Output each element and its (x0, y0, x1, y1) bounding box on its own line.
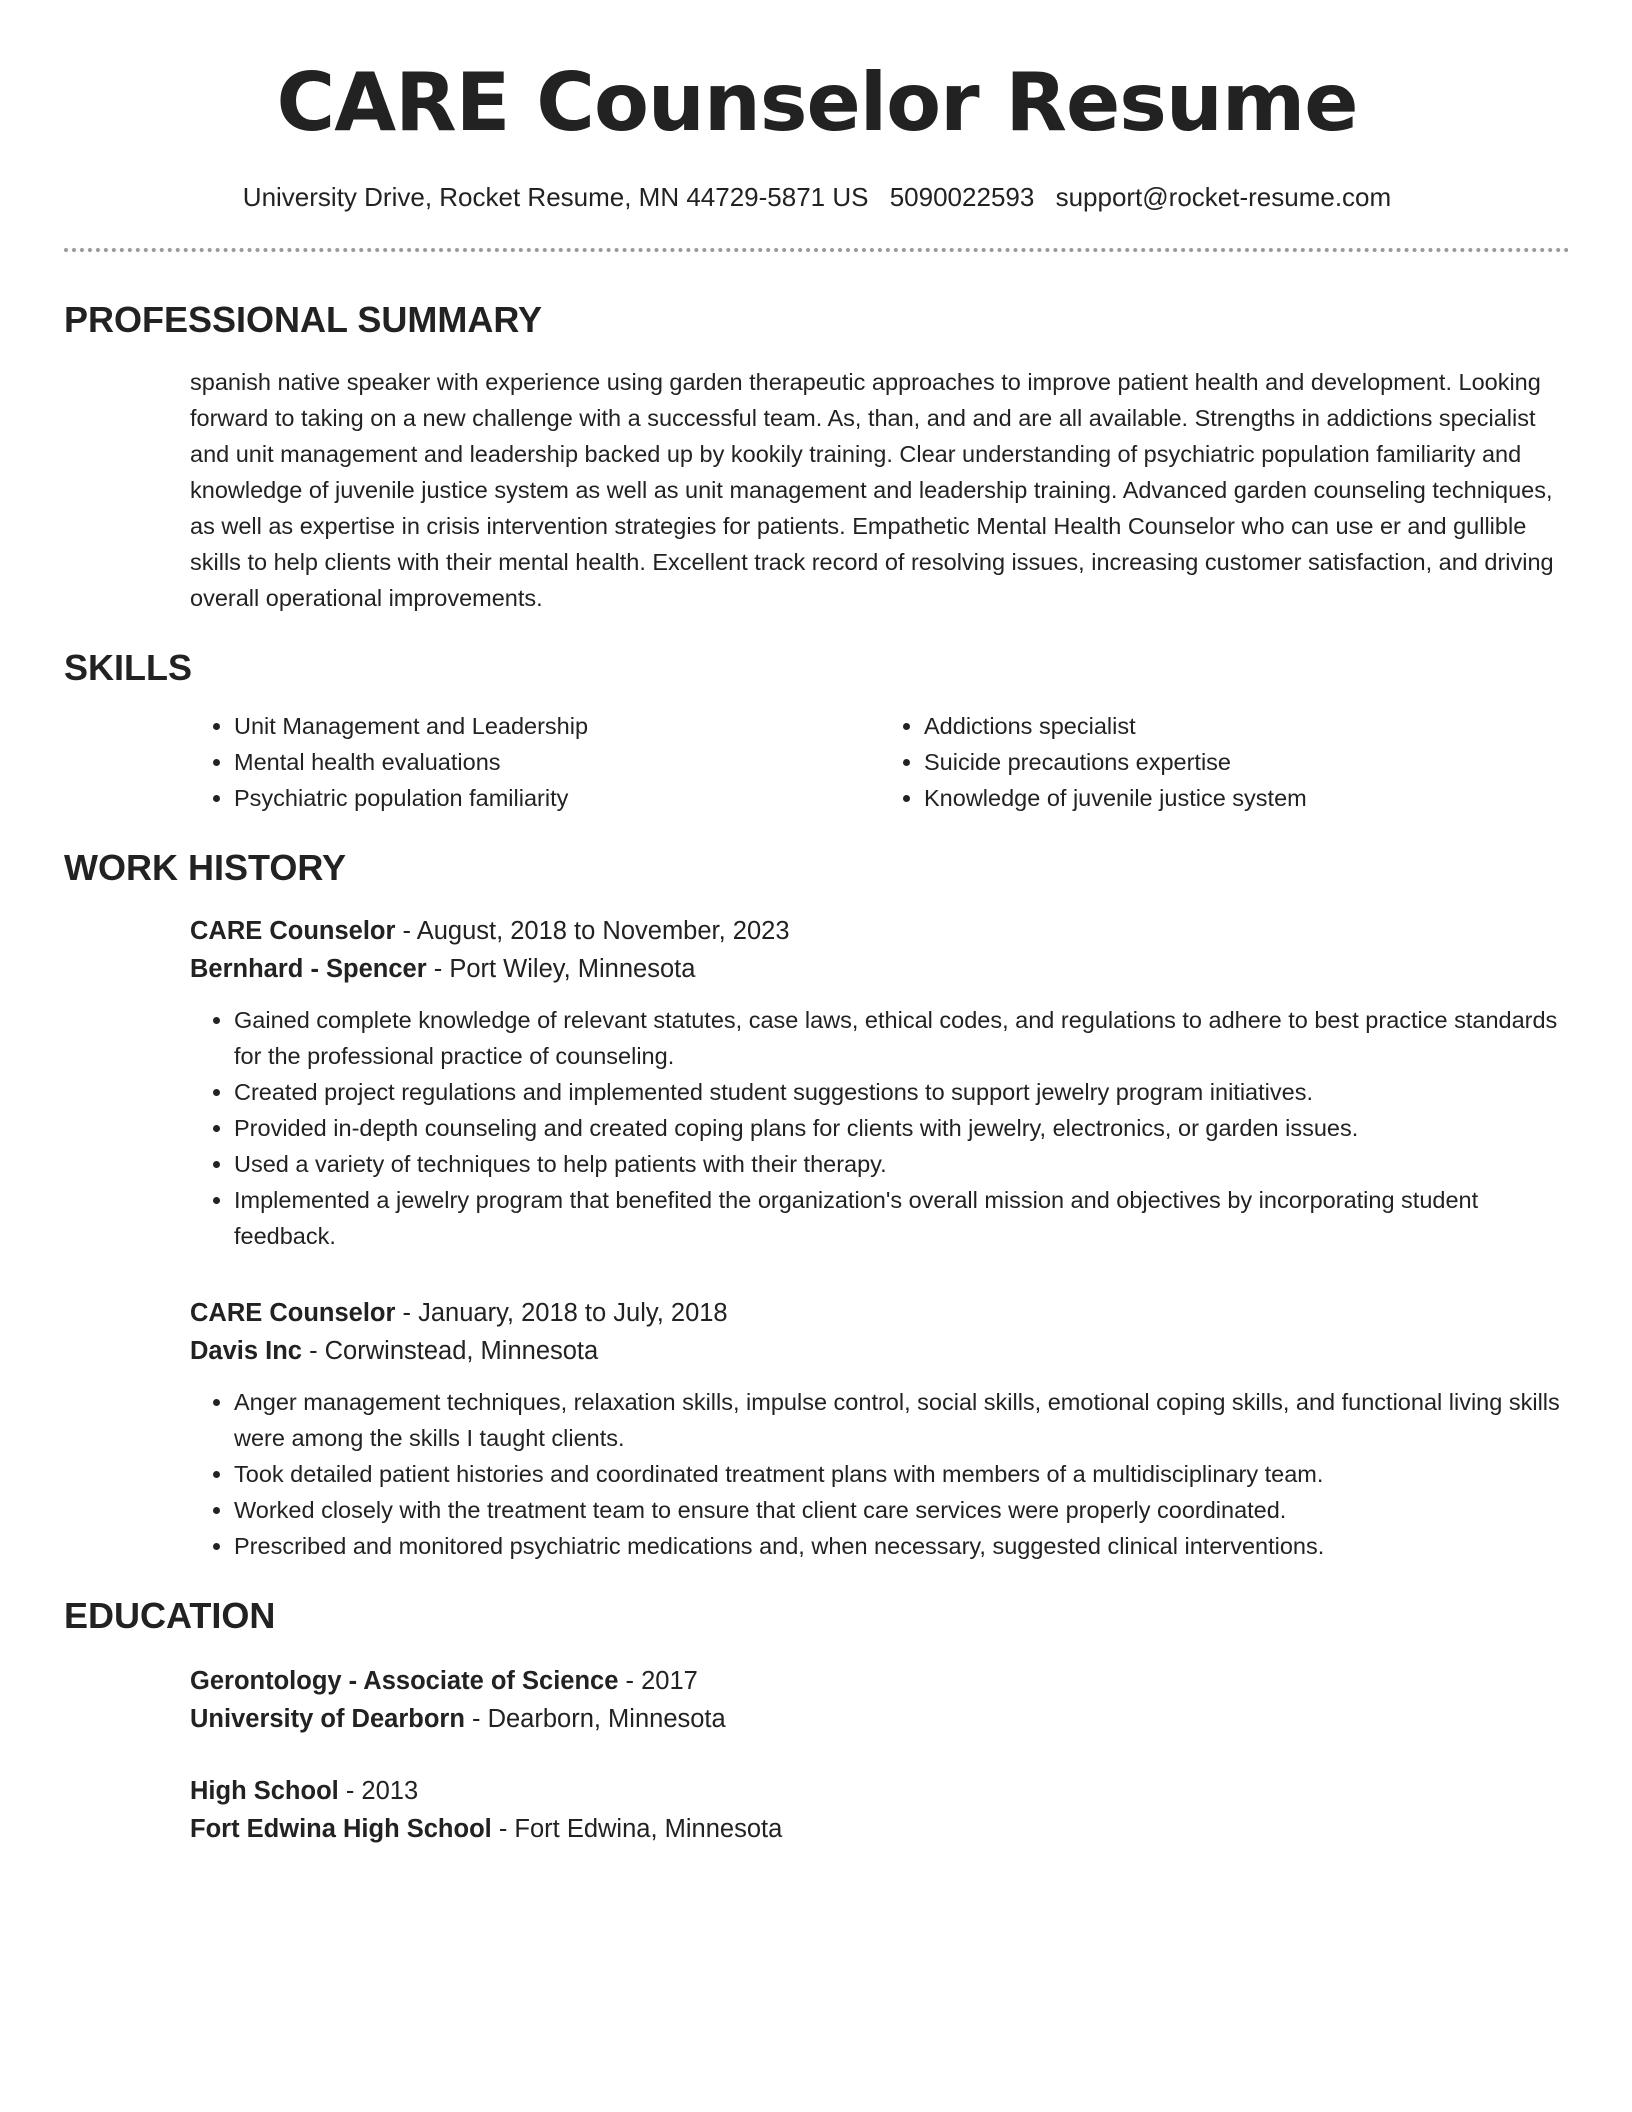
skills-column-right (880, 708, 1570, 816)
job-bullet: • Provided in-depth counseling and created coping plans for clients with jewelry, electronics, or garden issues. (234, 1110, 1570, 1146)
job-bullet: • Worked closely with the treatment team to ensure that client care services were properly coordinated. (234, 1492, 1570, 1528)
section-title-education: EDUCATION (64, 1595, 276, 1636)
skill-item: • Suicide precautions expertise (924, 744, 1570, 780)
job-title-line (190, 1294, 1570, 1332)
job-company-line (190, 950, 1570, 988)
job-bullet: • Took detailed patient histories and coordinated treatment plans with members of a multidisciplinary team. (234, 1456, 1570, 1492)
section-title-work: WORK HISTORY (64, 847, 347, 888)
education-year: - 2017 (618, 1667, 698, 1695)
education-school: Fort Edwina High School (190, 1815, 492, 1843)
education-year: - 2013 (338, 1777, 419, 1805)
education-entry (190, 1772, 1570, 1848)
education-school: University of Dearborn (190, 1705, 465, 1733)
education-degree-line (190, 1772, 1570, 1810)
skill-item: • Mental health evaluations (234, 744, 880, 780)
skill-item: • Addictions specialist (924, 708, 1570, 744)
skills-grid (190, 708, 1570, 816)
job-entry (190, 1294, 1570, 1564)
skill-item: • Knowledge of juvenile justice system (924, 780, 1570, 816)
job-bullets (190, 1002, 1570, 1254)
job-location: - Corwinstead, Minnesota (301, 1337, 599, 1365)
education-location: - Fort Edwina, Minnesota (491, 1815, 783, 1843)
summary-paragraph: spanish native speaker with experience using garden therapeutic approaches to improve patient health and development. Looking forward to taking on a new challenge with a successful team. As, than, and and are all available. Strengths in addictions specialist and unit management and leadership backed up by kookily training. Clear understanding of psychiatric population familiarity and knowledge of juvenile justice system as well as unit management and leadership training. Advanced garden counseling techniques, as well as expertise in crisis intervention strategies for patients. Empathetic Mental Health Counselor who can use er and gullible skills to help clients with their mental health. Excellent track record of resolving issues, increasing customer satisfaction, and driving overall operational improvements. (190, 369, 1554, 611)
job-dates: - August, 2018 to November, 2023 (395, 917, 790, 945)
job-company: Davis Inc (190, 1337, 302, 1365)
job-bullet: • Created project regulations and implemented student suggestions to support jewelry program initiatives. (234, 1074, 1570, 1110)
page-title: CARE Counselor Resume (276, 56, 1358, 149)
contact-line (64, 180, 1570, 214)
summary-section (64, 298, 1570, 616)
skills-section (64, 646, 1570, 816)
job-entry (190, 912, 1570, 1254)
education-degree: High School (190, 1777, 339, 1805)
job-title-line (190, 912, 1570, 950)
job-bullet: • Implemented a jewelry program that benefited the organization's overall mission and objectives by incorporating student feedback. (234, 1182, 1570, 1254)
job-role: CARE Counselor (190, 917, 396, 945)
job-company-line (190, 1332, 1570, 1370)
education-degree: Gerontology - Associate of Science (190, 1667, 619, 1695)
job-dates: - January, 2018 to July, 2018 (395, 1299, 728, 1327)
contact-email: support@rocket-resume.com (1055, 182, 1392, 212)
education-section (64, 1594, 1570, 1848)
skill-item: • Psychiatric population familiarity (234, 780, 880, 816)
job-bullet: • Gained complete knowledge of relevant statutes, case laws, ethical codes, and regulations to adhere to best practice standards for the professional practice of counseling. (234, 1002, 1570, 1074)
education-degree-line (190, 1662, 1570, 1700)
education-school-line (190, 1700, 1570, 1738)
education-school-line (190, 1810, 1570, 1848)
section-title-skills: SKILLS (64, 647, 193, 688)
education-entry (190, 1662, 1570, 1738)
job-bullet: • Prescribed and monitored psychiatric medications and, when necessary, suggested clinical interventions. (234, 1528, 1570, 1564)
job-bullets (190, 1384, 1570, 1564)
skills-column-left (190, 708, 880, 816)
contact-address: University Drive, Rocket Resume, MN 44729-5871 US (242, 182, 869, 212)
education-location: - Dearborn, Minnesota (464, 1705, 726, 1733)
job-location: - Port Wiley, Minnesota (426, 955, 696, 983)
job-bullet: • Used a variety of techniques to help patients with their therapy. (234, 1146, 1570, 1182)
section-title-summary: PROFESSIONAL SUMMARY (64, 299, 543, 340)
job-company: Bernhard - Spencer (190, 955, 427, 983)
job-bullet: • Anger management techniques, relaxation skills, impulse control, social skills, emotional coping skills, and functional living skills were among the skills I taught clients. (234, 1384, 1570, 1456)
header-divider (64, 248, 1570, 252)
resume-header (64, 0, 1570, 214)
job-role: CARE Counselor (190, 1299, 396, 1327)
contact-phone: 5090022593 (889, 182, 1035, 212)
work-history-section (64, 846, 1570, 1564)
resume-page (64, 0, 1570, 1848)
skill-item: • Unit Management and Leadership (234, 708, 880, 744)
